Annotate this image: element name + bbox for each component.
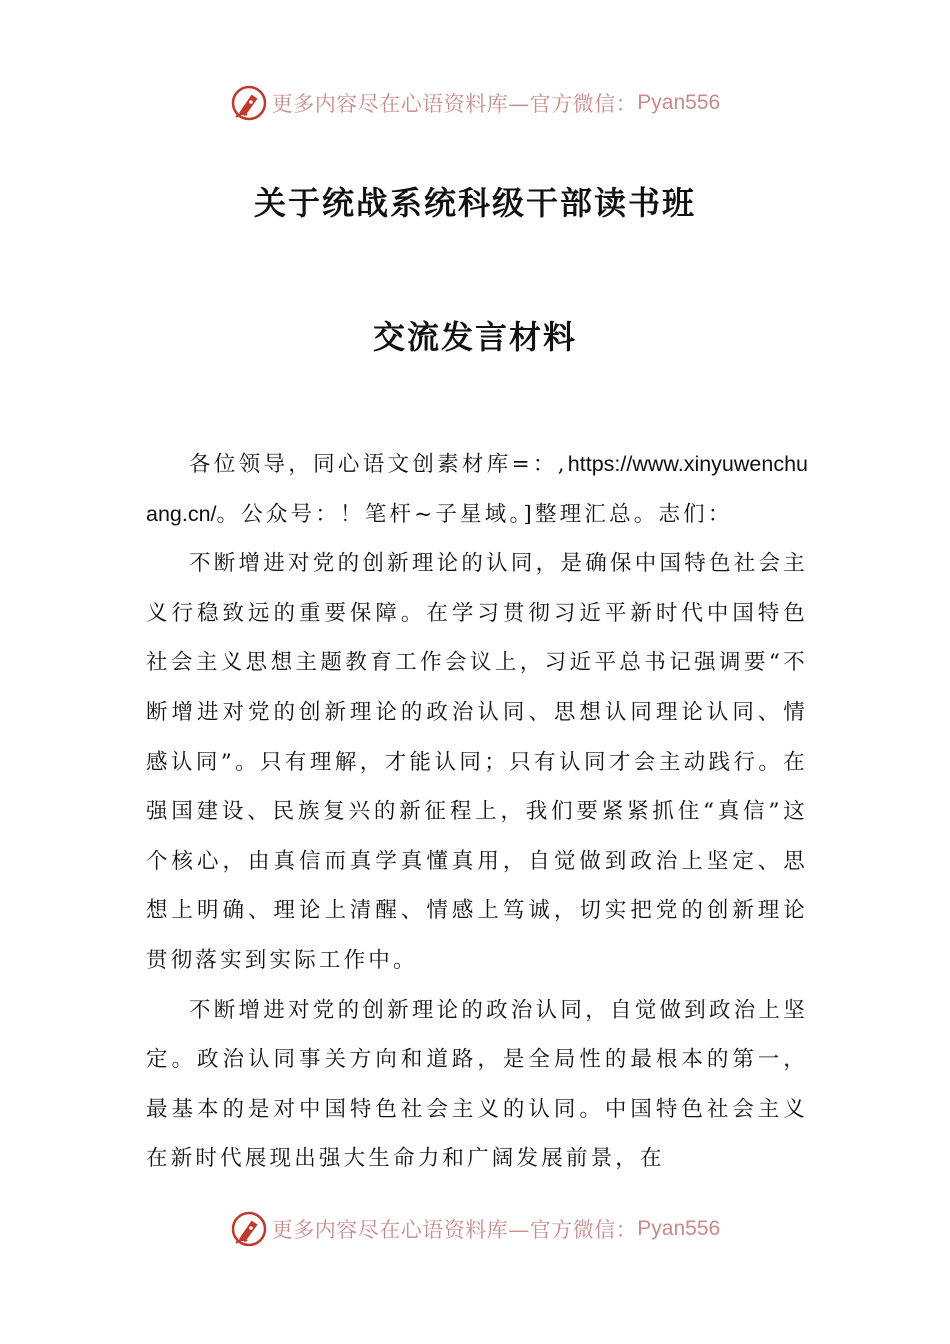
header-banner-text: 更多内容尽在心语资料库—官方微信： bbox=[271, 92, 638, 116]
salutation-tail: 。公众号：！笔杆~子星域。]整理汇总。志们： bbox=[216, 501, 733, 527]
salutation-url: https://www.xinyuwenchuang.cn/ bbox=[146, 452, 808, 526]
footer-banner-text: 更多内容尽在心语资料库—官方微信： bbox=[271, 1218, 638, 1242]
pen-nib-logo-icon bbox=[230, 1210, 268, 1248]
paragraph-2: 不断增进对党的创新理论的政治认同，自觉做到政治上坚定。政治认同事关方向和道路，是全局性的最根本的第一，最基本的是对中国特色社会主义的认同。中国特色社会主义在新时代展现出强大生命力和广阔发展前景，在 bbox=[146, 997, 808, 1172]
footer-banner bbox=[0, 1206, 950, 1252]
document-title-line-1: 关于统战系统科级干部读书班 bbox=[253, 184, 696, 222]
paragraph-1: 不断增进对党的创新理论的认同，是确保中国特色社会主义行稳致远的重要保障。在学习贯彻习近平新时代中国特色社会主义思想主题教育工作会议上，习近平总书记强调要“不断增进对党的创新理论的政治认同、思想认同理论认同、情感认同”。只有理解，才能认同；只有认同才会主动践行。在强国建设、民族复兴的新征程上，我们要紧紧抓住“真信”这个核心，由真信而真学真懂真用，自觉做到政治上坚定、思想上明确、理论上清醒、情感上笃诚，切实把党的创新理论贯彻落实到实际工作中。 bbox=[146, 551, 808, 973]
document-title-line-2: 交流发言材料 bbox=[372, 318, 577, 356]
salutation-text: 各位领导，同心语文创素材库=：, bbox=[189, 452, 568, 477]
paragraph-salutation bbox=[146, 440, 808, 539]
footer-banner-account: Pyan556 bbox=[637, 1217, 721, 1240]
document-body bbox=[146, 440, 808, 1184]
header-banner bbox=[0, 80, 950, 126]
header-banner-account: Pyan556 bbox=[637, 91, 721, 114]
pen-nib-logo-icon bbox=[230, 84, 268, 122]
